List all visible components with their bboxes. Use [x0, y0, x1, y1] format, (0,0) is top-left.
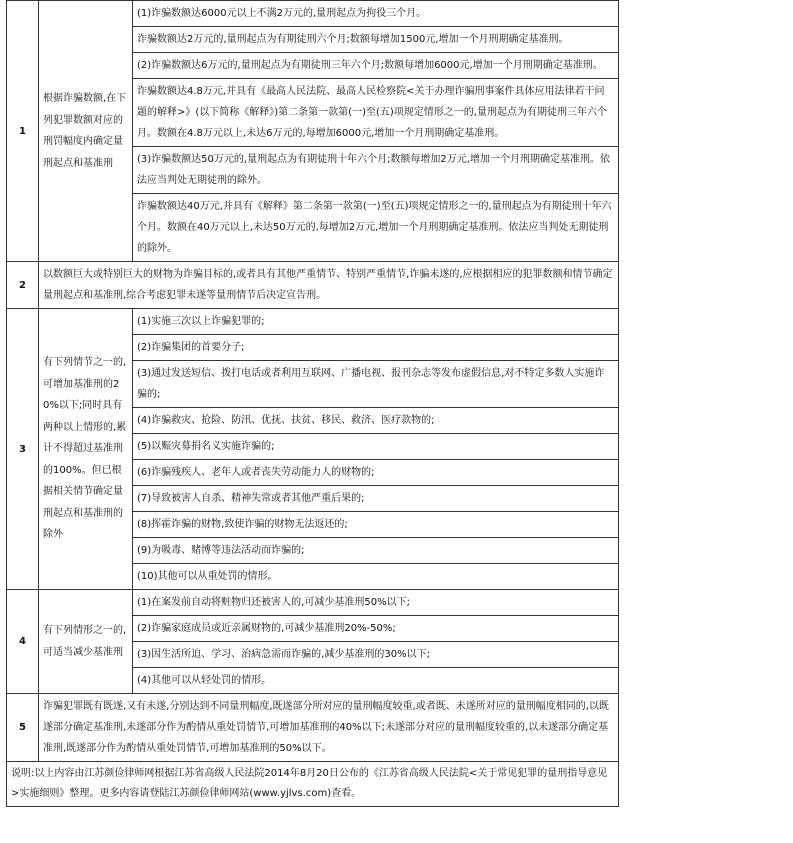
row-item: (5)以赈灾募捐名义实施诈骗的;: [133, 434, 619, 460]
table-row: [7, 309, 619, 335]
row-number: 4: [7, 590, 39, 694]
row-item: (1)实施三次以上诈骗犯罪的;: [133, 309, 619, 335]
row-item: (9)为吸毒、赌博等违法活动而诈骗的;: [133, 538, 619, 564]
row-item: (2)诈骗集团的首要分子;: [133, 335, 619, 361]
sentencing-table-container: [6, 0, 618, 807]
row-item: (4)诈骗救灾、抢险、防汛、优抚、扶贫、移民、救济、医疗款物的;: [133, 408, 619, 434]
row-condition: 有下列情节之一的,可增加基准刑的20%以下;同时具有两种以上情形的,累计不得超过基准刑的100%。但已根据相关情节确定量刑起点和基准刑的除外: [39, 309, 133, 590]
row-item: (6)诈骗残疾人、老年人或者丧失劳动能力人的财物的;: [133, 460, 619, 486]
row-item: (7)导致被害人自杀、精神失常或者其他严重后果的;: [133, 486, 619, 512]
row-number: 3: [7, 309, 39, 590]
table-row: [7, 1, 619, 27]
row-item: (8)挥霍诈骗的财物,致使诈骗的财物无法返还的;: [133, 512, 619, 538]
row-text: 诈骗犯罪既有既遂,又有未遂,分别达到不同量刑幅度,既遂部分所对应的量刑幅度较重,或者既、未遂所对应的量刑幅度相同的,以既遂部分确定基准刑,未遂部分作为酌情从重处罚情节,可增加基准刑的40%以下;未遂部分对应的量刑幅度较重的,以未遂部分确定基准刑,既遂部分作为酌情从重处罚情节,可增加基准刑的50%以下。: [39, 694, 619, 762]
table-row: [7, 262, 619, 309]
row-item: (4)其他可以从轻处罚的情形。: [133, 668, 619, 694]
row-number: 5: [7, 694, 39, 762]
row-item: (3)因生活所迫、学习、治病急需而诈骗的,减少基准刑的30%以下;: [133, 642, 619, 668]
row-condition: 有下列情形之一的,可适当减少基准刑: [39, 590, 133, 694]
source-note: 说明:以上内容由江苏颜俭律师网根据江苏省高级人民法院2014年8月20日公布的《江苏省高级人民法院<关于常见犯罪的量刑指导意见>实施细则》整理。更多内容请登陆江苏颜俭律师网站(www.yjlvs.com)查看。: [7, 762, 619, 807]
row-number: 2: [7, 262, 39, 309]
row-item: (2)诈骗数额达6万元的,量刑起点为有期徒刑三年六个月;数额每增加6000元,增加一个月刑期确定基准刑。: [133, 53, 619, 79]
row-item: (3)通过发送短信、拨打电话或者利用互联网、广播电视、报刊杂志等发布虚假信息,对不特定多数人实施诈骗的;: [133, 361, 619, 408]
row-item: 诈骗数额达4.8万元,并具有《最高人民法院、最高人民检察院<关于办理诈骗刑事案件具体应用法律若干问题的解释>》(以下简称《解释》)第二条第一款第(一)至(五)项规定情形之一的,量刑起点为有期徒刑三年六个月。数额在4.8万元以上,未达6万元的,每增加6000元,增加一个月刑期确定基准刑。: [133, 79, 619, 147]
sentencing-table: [6, 0, 619, 807]
row-item: (1)诈骗数额达6000元以上不满2万元的,量刑起点为拘役三个月。: [133, 1, 619, 27]
row-text: 以数额巨大或特别巨大的财物为诈骗目标的,或者具有其他严重情节、特别严重情节,诈骗未遂的,应根据相应的犯罪数额和情节确定量刑起点和基准刑,综合考虑犯罪未遂等量刑情节后决定宣告刑。: [39, 262, 619, 309]
row-item: 诈骗数额达40万元,并具有《解释》第二条第一款第(一)至(五)项规定情形之一的,量刑起点为有期徒刑十年六个月。数额在40万元以上,未达50万元的,每增加2万元,增加一个月刑期确定基准刑。依法应当判处无期徒刑的除外。: [133, 194, 619, 262]
row-item: 诈骗数额达2万元的,量刑起点为有期徒刑六个月;数额每增加1500元,增加一个月刑期确定基准刑。: [133, 27, 619, 53]
table-row: [7, 694, 619, 762]
row-item: (2)诈骗家庭成员或近亲属财物的,可减少基准刑20%-50%;: [133, 616, 619, 642]
row-item: (1)在案发前自动将赃物归还被害人的,可减少基准刑50%以下;: [133, 590, 619, 616]
table-row: [7, 590, 619, 616]
row-item: (3)诈骗数额达50万元的,量刑起点为有期徒刑十年六个月;数额每增加2万元,增加一个月刑期确定基准刑。依法应当判处无期徒刑的除外。: [133, 147, 619, 194]
row-item: (10)其他可以从重处罚的情形。: [133, 564, 619, 590]
row-number: 1: [7, 1, 39, 262]
row-condition: 根据诈骗数额,在下列犯罪数额对应的刑罚幅度内确定量刑起点和基准刑: [39, 1, 133, 262]
table-row: [7, 762, 619, 807]
